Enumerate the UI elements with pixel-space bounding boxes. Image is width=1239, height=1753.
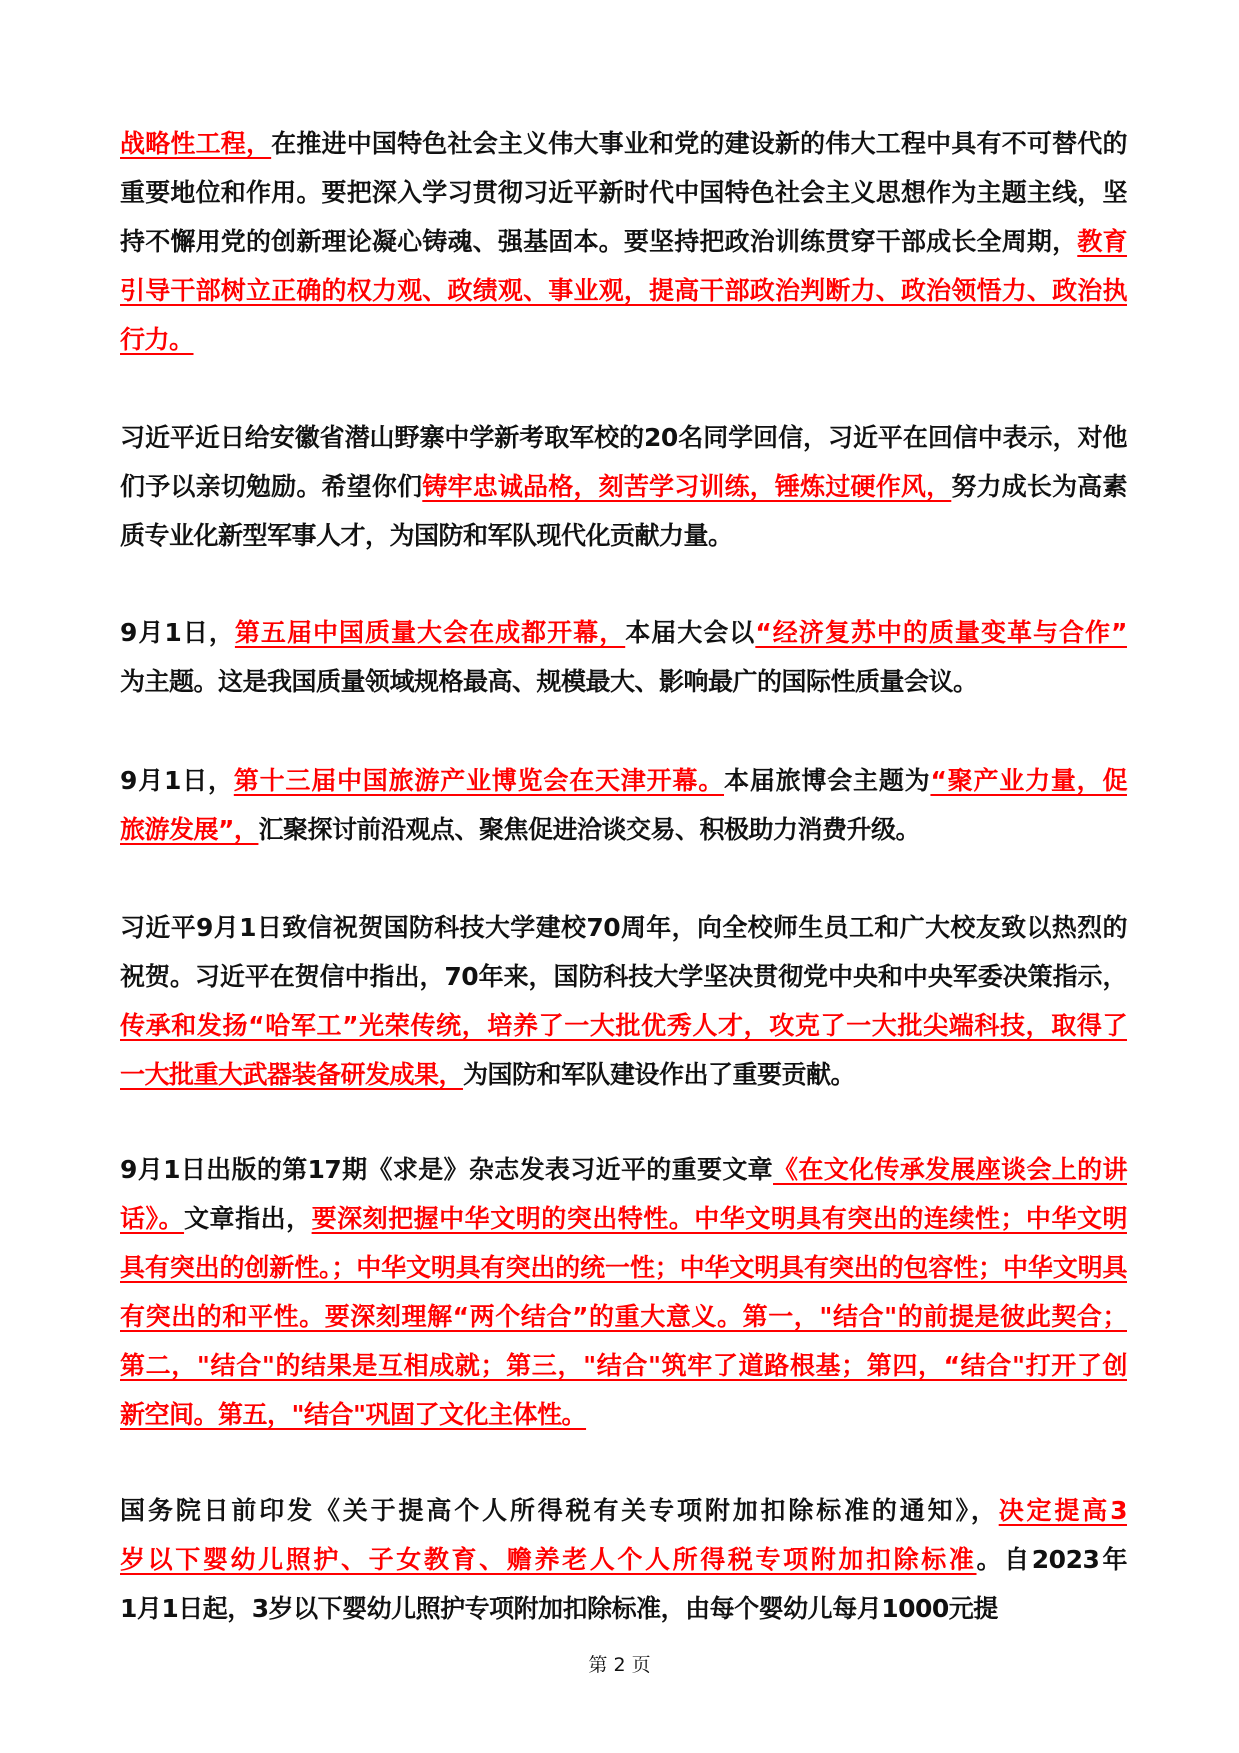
text-line	[120, 1194, 1127, 1243]
paragraph	[120, 608, 1127, 706]
text-line	[120, 657, 1127, 706]
highlighted-text: 第二，"结合"的结果是互相成就；第三，"结合"筑牢了道路根基；第四，“结合"打开了创	[120, 1351, 1127, 1380]
paragraph	[120, 413, 1127, 560]
body-text: 。自2023年	[976, 1545, 1127, 1574]
highlighted-text: 《在文化传承发展座谈会上的讲	[773, 1155, 1127, 1184]
highlighted-text: 教育	[1077, 227, 1127, 256]
body-text: 文章指出，	[184, 1204, 312, 1233]
body-text: 9月1日出版的第17期《求是》杂志发表习近平的重要文章	[120, 1155, 774, 1184]
text-line	[120, 168, 1127, 217]
body-text: 习近平9月1日致信祝贺国防科技大学建校70周年，向全校师生员工和广大校友致以热烈的	[120, 913, 1127, 942]
body-text: 本届旅博会主题为	[724, 766, 931, 795]
body-text: 国务院日前印发《关于提高个人所得税有关专项附加扣除标准的通知》，	[120, 1496, 999, 1525]
highlighted-text: 一大批重大武器装备研发成果，	[120, 1060, 464, 1089]
highlighted-text: 铸牢忠诚品格，刻苦学习训练，锤炼过硬作风，	[422, 472, 952, 501]
text-line	[120, 462, 1127, 511]
highlighted-text: 引导干部树立正确的权力观、政绩观、事业观，提高干部政治判断力、政治领悟力、政治执	[120, 276, 1127, 305]
paragraph	[120, 756, 1127, 854]
text-line	[120, 1292, 1127, 1341]
body-text: 1月1日起，3岁以下婴幼儿照护专项附加扣除标准，由每个婴幼儿每月1000元提	[120, 1594, 998, 1623]
text-line	[120, 511, 1127, 560]
page-number: 第 2 页	[588, 1654, 651, 1676]
text-line	[120, 1584, 1127, 1633]
highlighted-text: 话》。	[120, 1204, 185, 1233]
text-line	[120, 119, 1127, 168]
text-line	[120, 903, 1127, 952]
text-line	[120, 315, 1127, 364]
text-line	[120, 1050, 1127, 1099]
body-text: 们予以亲切勉励。希望你们	[120, 472, 423, 501]
text-line	[120, 266, 1127, 315]
highlighted-text: “经济复苏中的质量变革与合作”	[755, 618, 1127, 647]
highlighted-text: 旅游发展”，	[120, 815, 259, 844]
body-text: 努力成长为高素	[951, 472, 1127, 501]
text-line	[120, 805, 1127, 854]
body-text: 汇聚探讨前沿观点、聚焦促进洽谈交易、积极助力消费升级。	[258, 815, 920, 844]
paragraph	[120, 1145, 1127, 1439]
text-line	[120, 1001, 1127, 1050]
body-text: 为主题。这是我国质量领域规格最高、规模最大、影响最广的国际性质量会议。	[120, 667, 978, 696]
text-line	[120, 1390, 1127, 1439]
body-text: 本届大会以	[625, 618, 756, 647]
highlighted-text: 战略性工程，	[120, 129, 272, 158]
body-text: 质专业化新型军事人才，为国防和军队现代化贡献力量。	[120, 521, 733, 550]
text-line	[120, 1243, 1127, 1292]
highlighted-text: 具有突出的创新性。；中华文明具有突出的统一性；中华文明具有突出的包容性；中华文明具	[120, 1253, 1127, 1282]
body-text: 在推进中国特色社会主义伟大事业和党的建设新的伟大工程中具有不可替代的	[271, 129, 1127, 158]
paragraph	[120, 119, 1127, 364]
paragraph	[120, 1486, 1127, 1633]
highlighted-text: 决定提高3	[998, 1496, 1127, 1525]
text-line	[120, 1486, 1127, 1535]
highlighted-text: 要深刻把握中华文明的突出特性。中华文明具有突出的连续性；中华文明	[311, 1204, 1127, 1233]
body-text: 为国防和军队建设作出了重要贡献。	[463, 1060, 856, 1089]
highlighted-text: 新空间。第五，"结合"巩固了文化主体性。	[120, 1400, 587, 1429]
body-text: 习近平近日给安徽省潜山野寨中学新考取军校的20名同学回信，习近平在回信中表示，对他	[120, 423, 1127, 452]
text-line	[120, 952, 1127, 1001]
text-line	[120, 756, 1127, 805]
text-line	[120, 1341, 1127, 1390]
highlighted-text: 传承和发扬“哈军工”光荣传统，培养了一大批优秀人才，攻克了一大批尖端科技，取得了	[120, 1011, 1127, 1040]
body-text: 祝贺。习近平在贺信中指出，70年来，国防科技大学坚决贯彻党中央和中央军委决策指示，	[120, 962, 1127, 991]
body-text: 9月1日，	[120, 766, 234, 795]
highlighted-text: 行力。	[120, 325, 194, 354]
text-line	[120, 217, 1127, 266]
highlighted-text: “聚产业力量，促	[930, 766, 1127, 795]
paragraph	[120, 903, 1127, 1099]
body-text: 9月1日，	[120, 618, 235, 647]
highlighted-text: 第五届中国质量大会在成都开幕，	[234, 618, 626, 647]
text-line	[120, 1535, 1127, 1584]
text-line	[120, 413, 1127, 462]
highlighted-text: 有突出的和平性。要深刻理解“两个结合”的重大意义。第一，"结合"的前提是彼此契合；	[120, 1302, 1127, 1331]
highlighted-text: 第十三届中国旅游产业博览会在天津开幕。	[233, 766, 725, 795]
text-line	[120, 608, 1127, 657]
body-text: 重要地位和作用。要把深入学习贯彻习近平新时代中国特色社会主义思想作为主题主线，坚	[120, 178, 1127, 207]
text-line	[120, 1145, 1127, 1194]
body-text: 持不懈用党的创新理论凝心铸魂、强基固本。要坚持把政治训练贯穿干部成长全周期，	[120, 227, 1078, 256]
highlighted-text: 岁以下婴幼儿照护、子女教育、赡养老人个人所得税专项附加扣除标准	[120, 1545, 977, 1574]
